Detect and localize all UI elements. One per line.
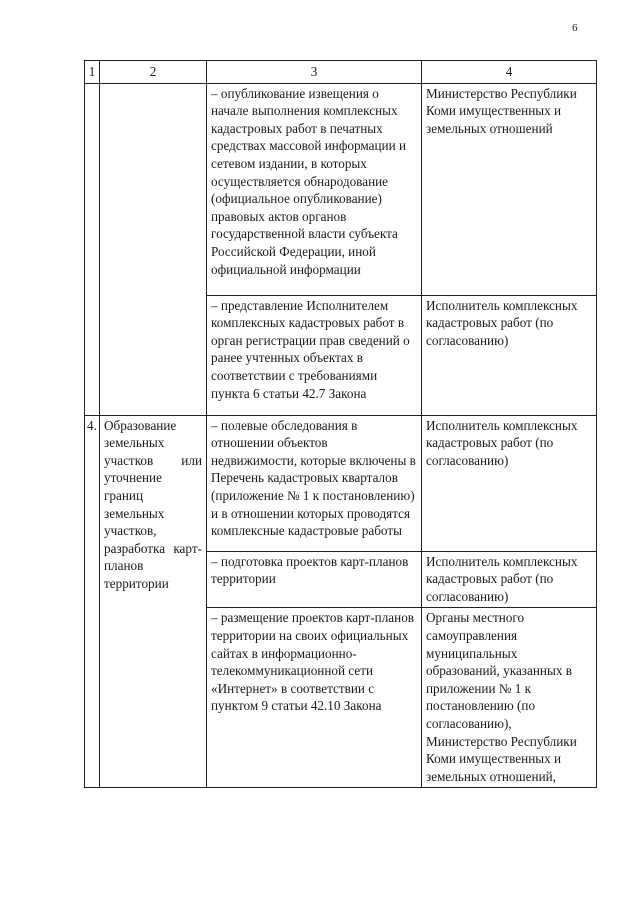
page-number: 6 <box>572 22 578 34</box>
column-header-2: 2 <box>100 61 207 84</box>
responsible-text: Министерство Республики Коми имущественных и земельных отношений <box>426 85 577 136</box>
responsible-cell <box>422 415 597 551</box>
action-text: – опубликование извещения о начале выполнения комплексных кадастровых работ в печатных средствах массовой информации и сетевом издании, в которых осуществляется обнародование (официальное опубликование) правовых актов органов государственной власти субъекта Российской Федерации, иной официальной информации <box>211 85 407 277</box>
plan-table <box>84 60 597 788</box>
row-number-cell: 4. <box>85 415 100 788</box>
action-text: – подготовка проектов карт-планов территории <box>211 553 409 587</box>
responsible-cell <box>422 83 597 295</box>
column-header-3: 3 <box>207 61 422 84</box>
action-cell <box>207 295 422 415</box>
action-cell <box>207 83 422 295</box>
action-text: – размещение проектов карт-планов территории на своих официальных сайтах в информационно-телекоммуникационной сети «Интернет» в соответствии с пунктом 9 статьи 42.10 Закона <box>211 610 415 714</box>
responsible-cell <box>422 551 597 608</box>
action-text: – полевые обследования в отношении объектов недвижимости, которые включены в Перечень кадастровых кварталов (приложение № 1 к постановлению) и в отношении которых проводятся комплексные кадастровые работы <box>211 417 416 539</box>
responsible-text: Исполнитель комплексных кадастровых работ (по согласованию) <box>426 417 578 468</box>
action-text: – представление Исполнителем комплексных кадастровых работ в орган регистрации прав сведений о ранее учтенных объектах в соответствии с требованиями пункта 6 статьи 42.7 Закона <box>211 297 410 401</box>
column-header-4: 4 <box>422 61 597 84</box>
stage-cell <box>100 83 207 415</box>
header-row <box>85 61 597 84</box>
action-cell <box>207 608 422 788</box>
responsible-cell <box>422 295 597 415</box>
stage-cell: Образование земельных участков или уточнение границ земельных участков, разработка карт-планов территории <box>100 415 207 788</box>
responsible-text: Исполнитель комплексных кадастровых работ (по согласованию) <box>426 553 578 604</box>
table-row <box>85 415 597 551</box>
responsible-cell <box>422 608 597 788</box>
responsible-text: Органы местного самоуправления муниципальных образований, указанных в приложении № 1 к постановлению (по согласованию), Министерство Республики Коми имущественных и земельных отношений, <box>426 610 577 784</box>
table-row <box>85 83 597 295</box>
row-number-cell <box>85 83 100 415</box>
responsible-text: Исполнитель комплексных кадастровых работ (по согласованию) <box>426 297 578 348</box>
column-header-1: 1 <box>85 61 100 84</box>
action-cell <box>207 551 422 608</box>
action-cell <box>207 415 422 551</box>
